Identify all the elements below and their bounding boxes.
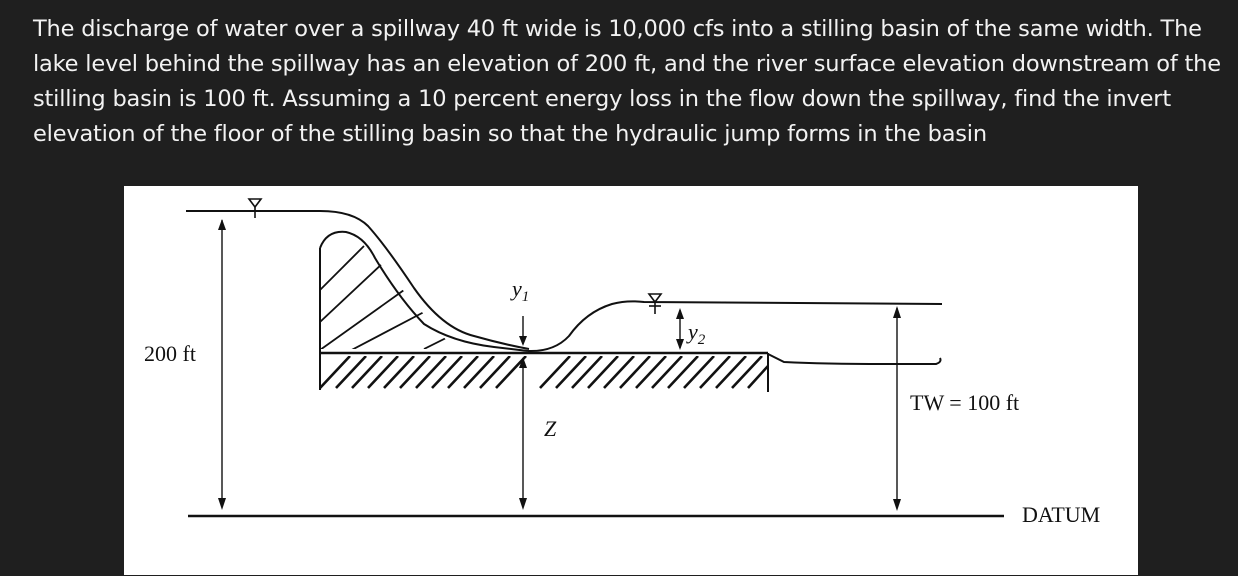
problem-statement: The discharge of water over a spillway 40 ft wide is 10,000 cfs into a stilling basin of the same width. The lake level behind the spillway has an elevation of 200 ft, and the river surface elevation downstream of the stilling basin is 100 ft. Assuming a 10 percent energy loss in the flow down the spillway, find the invert elevation of the floor of the stilling basin so that the hydraulic jump forms in the basin — [33, 16, 1221, 147]
spillway-face — [320, 232, 528, 351]
y2-label: $y_2$ — [688, 319, 706, 348]
lake-height-label: 200 ft — [144, 341, 196, 366]
figure-panel — [124, 186, 1138, 575]
spillway-diagram — [124, 186, 1138, 575]
water-surface-icon — [649, 294, 661, 314]
z-label: Z — [544, 416, 557, 441]
hydraulic-jump-surface — [528, 301, 942, 351]
datum-label: DATUM — [1022, 502, 1101, 527]
water-surface-icon — [249, 199, 261, 218]
upper-water-surface — [186, 211, 529, 349]
y1-label: $y_1$ — [512, 276, 530, 305]
floor-hatching — [320, 356, 768, 388]
spillway-hatching — [320, 246, 454, 354]
tailwater-label: TW = 100 ft — [910, 390, 1020, 415]
river-surface — [768, 354, 941, 364]
